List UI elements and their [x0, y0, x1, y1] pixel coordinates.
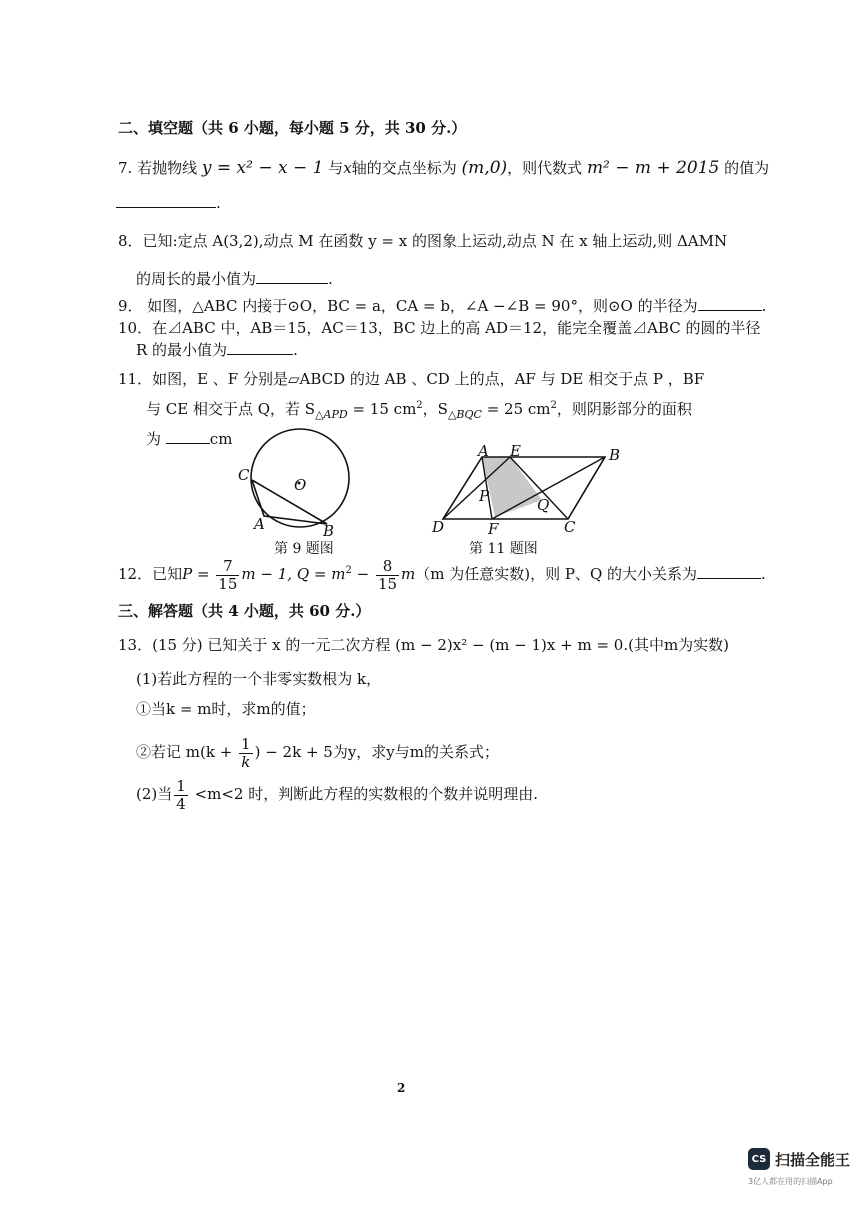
equation-parabola: y = x² − x − 1: [201, 158, 324, 178]
fig11-label-e: E: [510, 442, 521, 460]
fig11-label-p: P: [479, 487, 490, 505]
question-10-line1: 10．在⊿ABC 中，AB＝15，AC＝13，BC 边上的高 AD＝12，能完全覆盖⊿ABC 的圆的半径: [118, 319, 761, 337]
section-3-heading: 三、解答题（共 4 小题，共 60 分.）: [118, 602, 371, 620]
fig9-label-o: O: [294, 476, 307, 494]
question-13-part1: (1)若此方程的一个非零实数根为 k，: [136, 670, 382, 688]
fig11-label-a: A: [478, 442, 489, 460]
fig11-label-b: B: [609, 446, 621, 464]
question-13-stem: 13．(15 分) 已知关于 x 的一元二次方程 (m − 2)x² − (m − 1)x + m = 0.(其中m为实数): [118, 636, 730, 654]
fig11-label-f: F: [488, 520, 499, 538]
answer-blank-7: .: [116, 193, 221, 212]
scanner-app-name: 扫描全能王: [775, 1150, 851, 1169]
section-2-heading: 二、填空题（共 6 小题，每小题 5 分，共 30 分.）: [118, 119, 467, 137]
fig9-label-b: B: [323, 522, 335, 540]
scanner-logo: [748, 1148, 850, 1170]
question-13-part1a: ①当k = m时，求m的值；: [136, 700, 316, 718]
figure-11-caption: 第 11 题图: [469, 541, 538, 557]
expression: m² − m + 2015: [586, 158, 720, 178]
question-13-part2: (2)当 $\frac{1}{4}$ <m<2 时，判断此方程的实数根的个数并说明理由.: [136, 777, 539, 813]
question-9: 9． 如图，△ABC 内接于⊙O，BC = a，CA = b，∠A −∠B = 90°，则⊙O 的半径为 .: [118, 297, 767, 315]
question-8-line1: 8．已知:定点 A(3,2),动点 M 在函数 y = x 的图象上运动,动点 N 在 x 轴上运动,则 ΔAMN: [118, 232, 728, 250]
cs-badge-icon: CS: [748, 1148, 770, 1170]
question-12: 12．已知P = $\frac{7}{15}$ m − 1, $Q = m^2$ − $\frac{8}{15}$ m（m 为任意实数)，则 P、Q 的大小关系为 .: [118, 557, 766, 593]
question-11-line3: 为 cm: [146, 430, 233, 448]
page-number: 2: [397, 1081, 406, 1095]
question-10-line2: R 的最小值为 .: [136, 341, 298, 359]
question-11-line2: 与 CE 相交于点 Q，若 $S_{\triangle APD} = 15$ $cm^2$，$S_{\triangle BQC} = 25$ $cm^2$，则阴影部分的面积: [146, 400, 692, 421]
question-7: 7. 若抛物线 y = x² − x − 1 与x轴的交点坐标为 (m,0)，则代数式 m² − m + 2015 的值为: [118, 158, 770, 178]
question-11-line1: 11．如图，E 、F 分别是▱ABCD 的边 AB 、CD 上的点，AF 与 DE 相交于点 P ，BF: [118, 370, 705, 388]
scanner-tagline: 3亿人都在用的扫描App: [748, 1177, 833, 1186]
fig11-label-c: C: [564, 518, 576, 536]
fig11-label-q: Q: [537, 496, 550, 514]
figure-9-caption: 第 9 题图: [274, 541, 334, 557]
figure-11: [430, 440, 620, 530]
fig9-label-a: A: [254, 515, 265, 533]
question-13-part1b: ②若记 m(k + $\frac{1}{k}$ ) − 2k + 5为y，求y与m的关系式；: [136, 735, 500, 771]
fig11-label-d: D: [432, 518, 445, 536]
point-coordinates: (m,0): [461, 158, 508, 178]
fig9-label-c: C: [238, 466, 250, 484]
question-8-line2: 的周长的最小值为 .: [136, 270, 333, 288]
